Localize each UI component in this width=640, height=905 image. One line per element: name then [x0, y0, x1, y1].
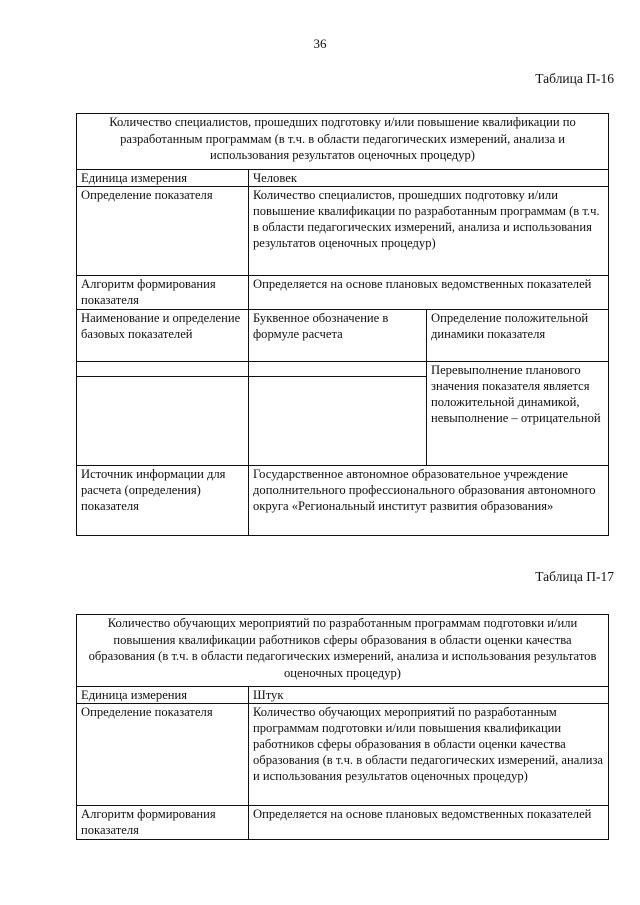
- source-label: Источник информации для расчета (определения) показателя: [77, 466, 249, 536]
- letter-symbol-label: Буквенное обозначение в формуле расчета: [249, 310, 427, 362]
- definition-label: Определение показателя: [77, 704, 249, 806]
- table-17-caption: Таблица П-17: [535, 569, 614, 584]
- table-16-header: Количество специалистов, прошедших подготовку и/или повышение квалификации по разработанным программам (в т.ч. в области педагогических измерений, анализа и использования результатов оценочных процедур): [77, 114, 609, 170]
- unit-value: Человек: [249, 170, 609, 187]
- table-16: [76, 113, 609, 536]
- algorithm-label: Алгоритм формирования показателя: [77, 276, 249, 310]
- table-16-caption: Таблица П-16: [535, 71, 614, 86]
- page-number: 36: [313, 36, 327, 51]
- unit-value: Штук: [249, 687, 609, 704]
- base-indicators-label: Наименование и определение базовых показателей: [77, 310, 249, 362]
- source-value: Государственное автономное образовательное учреждение дополнительного профессионального образования автономного округа «Региональный институт развития образования»: [249, 466, 609, 536]
- definition-value: Количество специалистов, прошедших подготовку и/или повышение квалификации по разработанным программам (в т.ч. в области педагогических измерений, анализа и использования результатов оценочных процедур): [249, 187, 609, 276]
- positive-dynamics-label: Определение положительной динамики показателя: [427, 310, 609, 362]
- unit-label: Единица измерения: [77, 687, 249, 704]
- empty-cell-middle: [249, 362, 427, 466]
- table-17: [76, 614, 609, 840]
- unit-label: Единица измерения: [77, 170, 249, 187]
- algorithm-label: Алгоритм формирования показателя: [77, 806, 249, 840]
- algorithm-value: Определяется на основе плановых ведомственных показателей: [249, 806, 609, 840]
- definition-value: Количество обучающих мероприятий по разработанным программам подготовки и/или повышения квалификации работников сферы образования в области оценки качества образования (в т.ч. в области педагогических измерений, анализа и использования результатов оценочных процедур): [249, 704, 609, 806]
- definition-label: Определение показателя: [77, 187, 249, 276]
- table-17-header: Количество обучающих мероприятий по разработанным программам подготовки и/или повышения квалификации работников сферы образования в области оценки качества образования (в т.ч. в области педагогических измерений, анализа и использования результатов оценочных процедур): [77, 615, 609, 687]
- dynamics-text: Перевыполнение планового значения показателя является положительной динамикой, невыполнение – отрицательной: [427, 362, 609, 466]
- algorithm-value: Определяется на основе плановых ведомственных показателей: [249, 276, 609, 310]
- empty-cell-left: [77, 362, 249, 466]
